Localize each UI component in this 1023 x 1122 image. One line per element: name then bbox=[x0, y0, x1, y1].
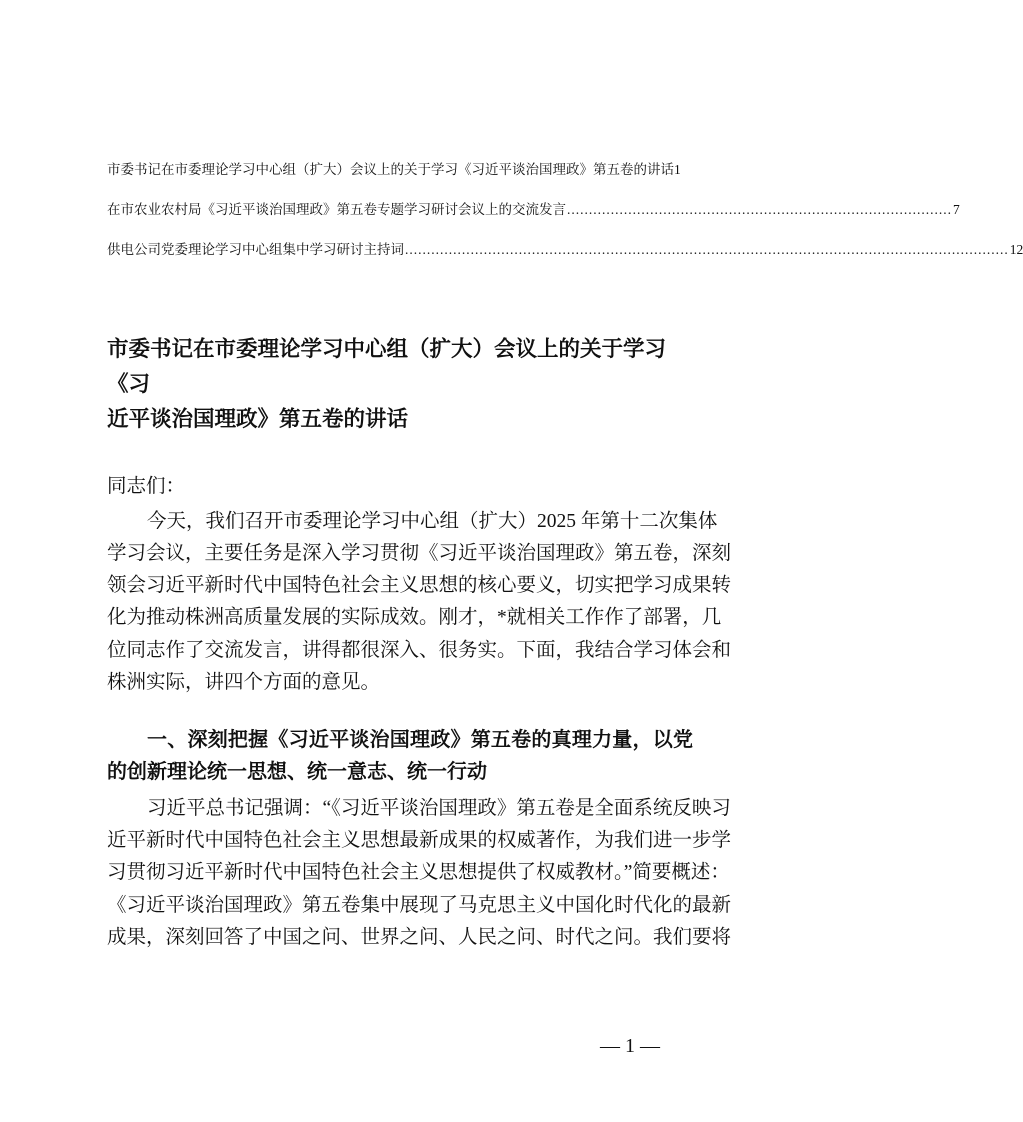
page-number: — 1 — bbox=[600, 1035, 660, 1057]
toc-entry-title: 市委书记在市委理论学习中心组（扩大）会议上的关于学习《习近平谈治国理政》第五卷的讲话 bbox=[107, 162, 674, 177]
section-heading: 一、深刻把握《习近平谈治国理政》第五卷的真理力量，以党 bbox=[147, 729, 693, 751]
toc-entry-title: 供电公司党委理论学习中心组集中学习研讨主持词 bbox=[107, 242, 404, 257]
paragraph-line: 领会习近平新时代中国特色社会主义思想的核心要义，切实把学习成果转 bbox=[107, 575, 732, 596]
toc-entry[interactable] bbox=[107, 158, 695, 198]
document-title bbox=[107, 332, 695, 437]
paragraph-line: 今天，我们召开市委理论学习中心组（扩大）2025 年第十二次集体 bbox=[147, 511, 718, 532]
section-heading: 的创新理论统一思想、统一意志、统一行动 bbox=[107, 761, 487, 783]
paragraph-line: 习贯彻习近平新时代中国特色社会主义思想提供了权威教材。”简要概述： bbox=[107, 862, 730, 883]
toc-leader-dots: .......................................................................................................................................... bbox=[405, 242, 1009, 257]
paragraph-line: 习近平总书记强调：“《习近平谈治国理政》第五卷是全面系统反映习 bbox=[147, 798, 731, 819]
table-of-contents bbox=[107, 158, 1023, 278]
title-line: 近平谈治国理政》第五卷的讲话 bbox=[107, 407, 409, 431]
paragraph-line: 成果，深刻回答了中国之问、世界之问、人民之问、时代之问。我们要将 bbox=[107, 927, 732, 948]
title-line: 市委书记在市委理论学习中心组（扩大）会议上的关于学习《习 bbox=[107, 337, 667, 396]
paragraph-line: 学习会议，主要任务是深入学习贯彻《习近平谈治国理政》第五卷，深刻 bbox=[107, 543, 732, 564]
paragraph-line: 化为推动株洲高质量发展的实际成效。刚才，*就相关工作作了部署，几 bbox=[107, 607, 722, 628]
paragraph-line: 近平新时代中国特色社会主义思想最新成果的权威著作，为我们进一步学 bbox=[107, 830, 732, 851]
toc-entry-page: 1 bbox=[674, 162, 681, 177]
toc-entry-title: 在市农业农村局《习近平谈治国理政》第五卷专题学习研讨会议上的交流发言 bbox=[107, 202, 566, 217]
toc-entry[interactable] bbox=[107, 238, 1023, 278]
paragraph-line: 《习近平谈治国理政》第五卷集中展现了马克思主义中国化时代化的最新 bbox=[107, 895, 732, 916]
toc-leader-dots: ........................................................................................ bbox=[567, 202, 952, 217]
toc-entry-page: 12 bbox=[1009, 242, 1023, 257]
paragraph-line: 位同志作了交流发言，讲得都很深入、很务实。下面，我结合学习体会和 bbox=[107, 640, 732, 661]
salutation: 同志们： bbox=[107, 476, 186, 497]
toc-entry-page: 7 bbox=[953, 202, 960, 217]
paragraph-line: 株洲实际，讲四个方面的意见。 bbox=[107, 672, 381, 693]
toc-entry[interactable] bbox=[107, 198, 960, 238]
